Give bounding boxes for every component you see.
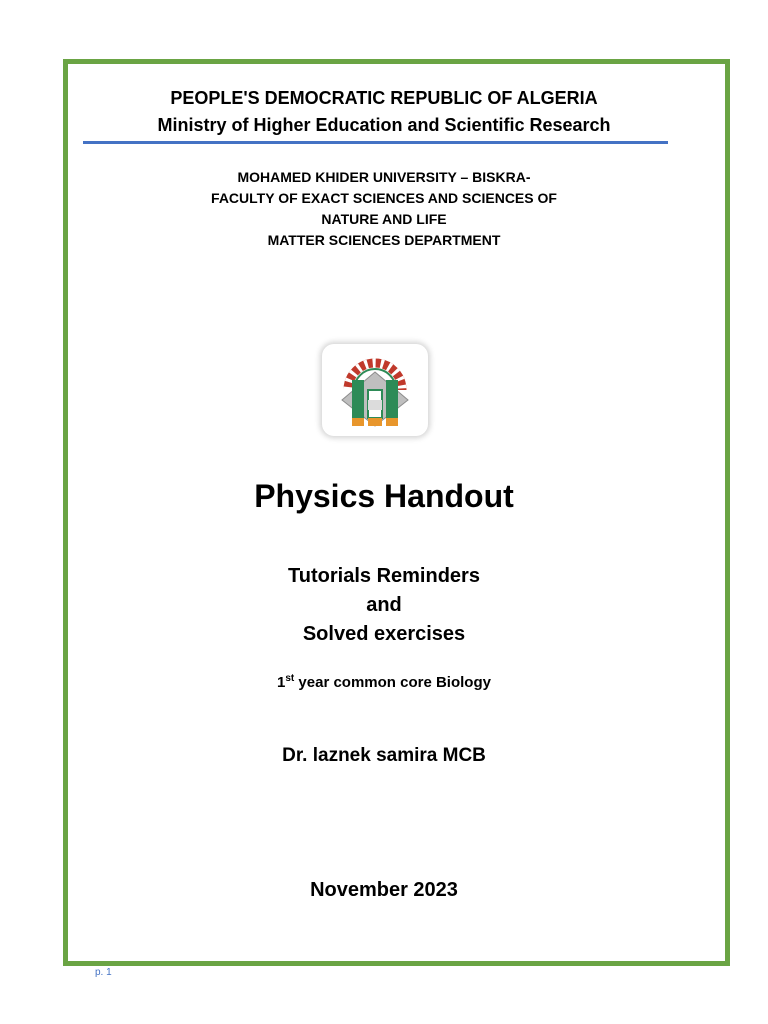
author-name: Dr. laznek samira MCB (282, 745, 486, 766)
university-logo-icon (330, 350, 420, 430)
document-title: Physics Handout (254, 478, 514, 514)
country-heading: PEOPLE'S DEMOCRATIC REPUBLIC OF ALGERIA (170, 88, 598, 108)
level-ordinal: st (285, 673, 295, 684)
subtitle-line3: Solved exercises (302, 623, 466, 645)
level-number: 1 (277, 674, 286, 691)
university-block (0, 167, 768, 251)
publication-date: November 2023 (310, 879, 458, 901)
study-level (0, 674, 768, 691)
university-name: MOHAMED KHIDER UNIVERSITY – BISKRA- (237, 169, 531, 185)
level-text: year common core Biology (294, 674, 491, 691)
subtitle-line1: Tutorials Reminders (288, 565, 480, 587)
ministry-heading: Ministry of Higher Education and Scientific Research (157, 115, 611, 135)
faculty-name-line1: FACULTY OF EXACT SCIENCES AND SCIENCES OF (211, 190, 557, 206)
subtitle-block (0, 562, 768, 649)
department-name: MATTER SCIENCES DEPARTMENT (267, 232, 501, 248)
university-logo (322, 344, 428, 436)
page-number: p. 1 (95, 967, 112, 978)
header-divider (83, 141, 668, 144)
faculty-name-line2: NATURE AND LIFE (321, 211, 447, 227)
subtitle-line2: and (366, 594, 402, 616)
